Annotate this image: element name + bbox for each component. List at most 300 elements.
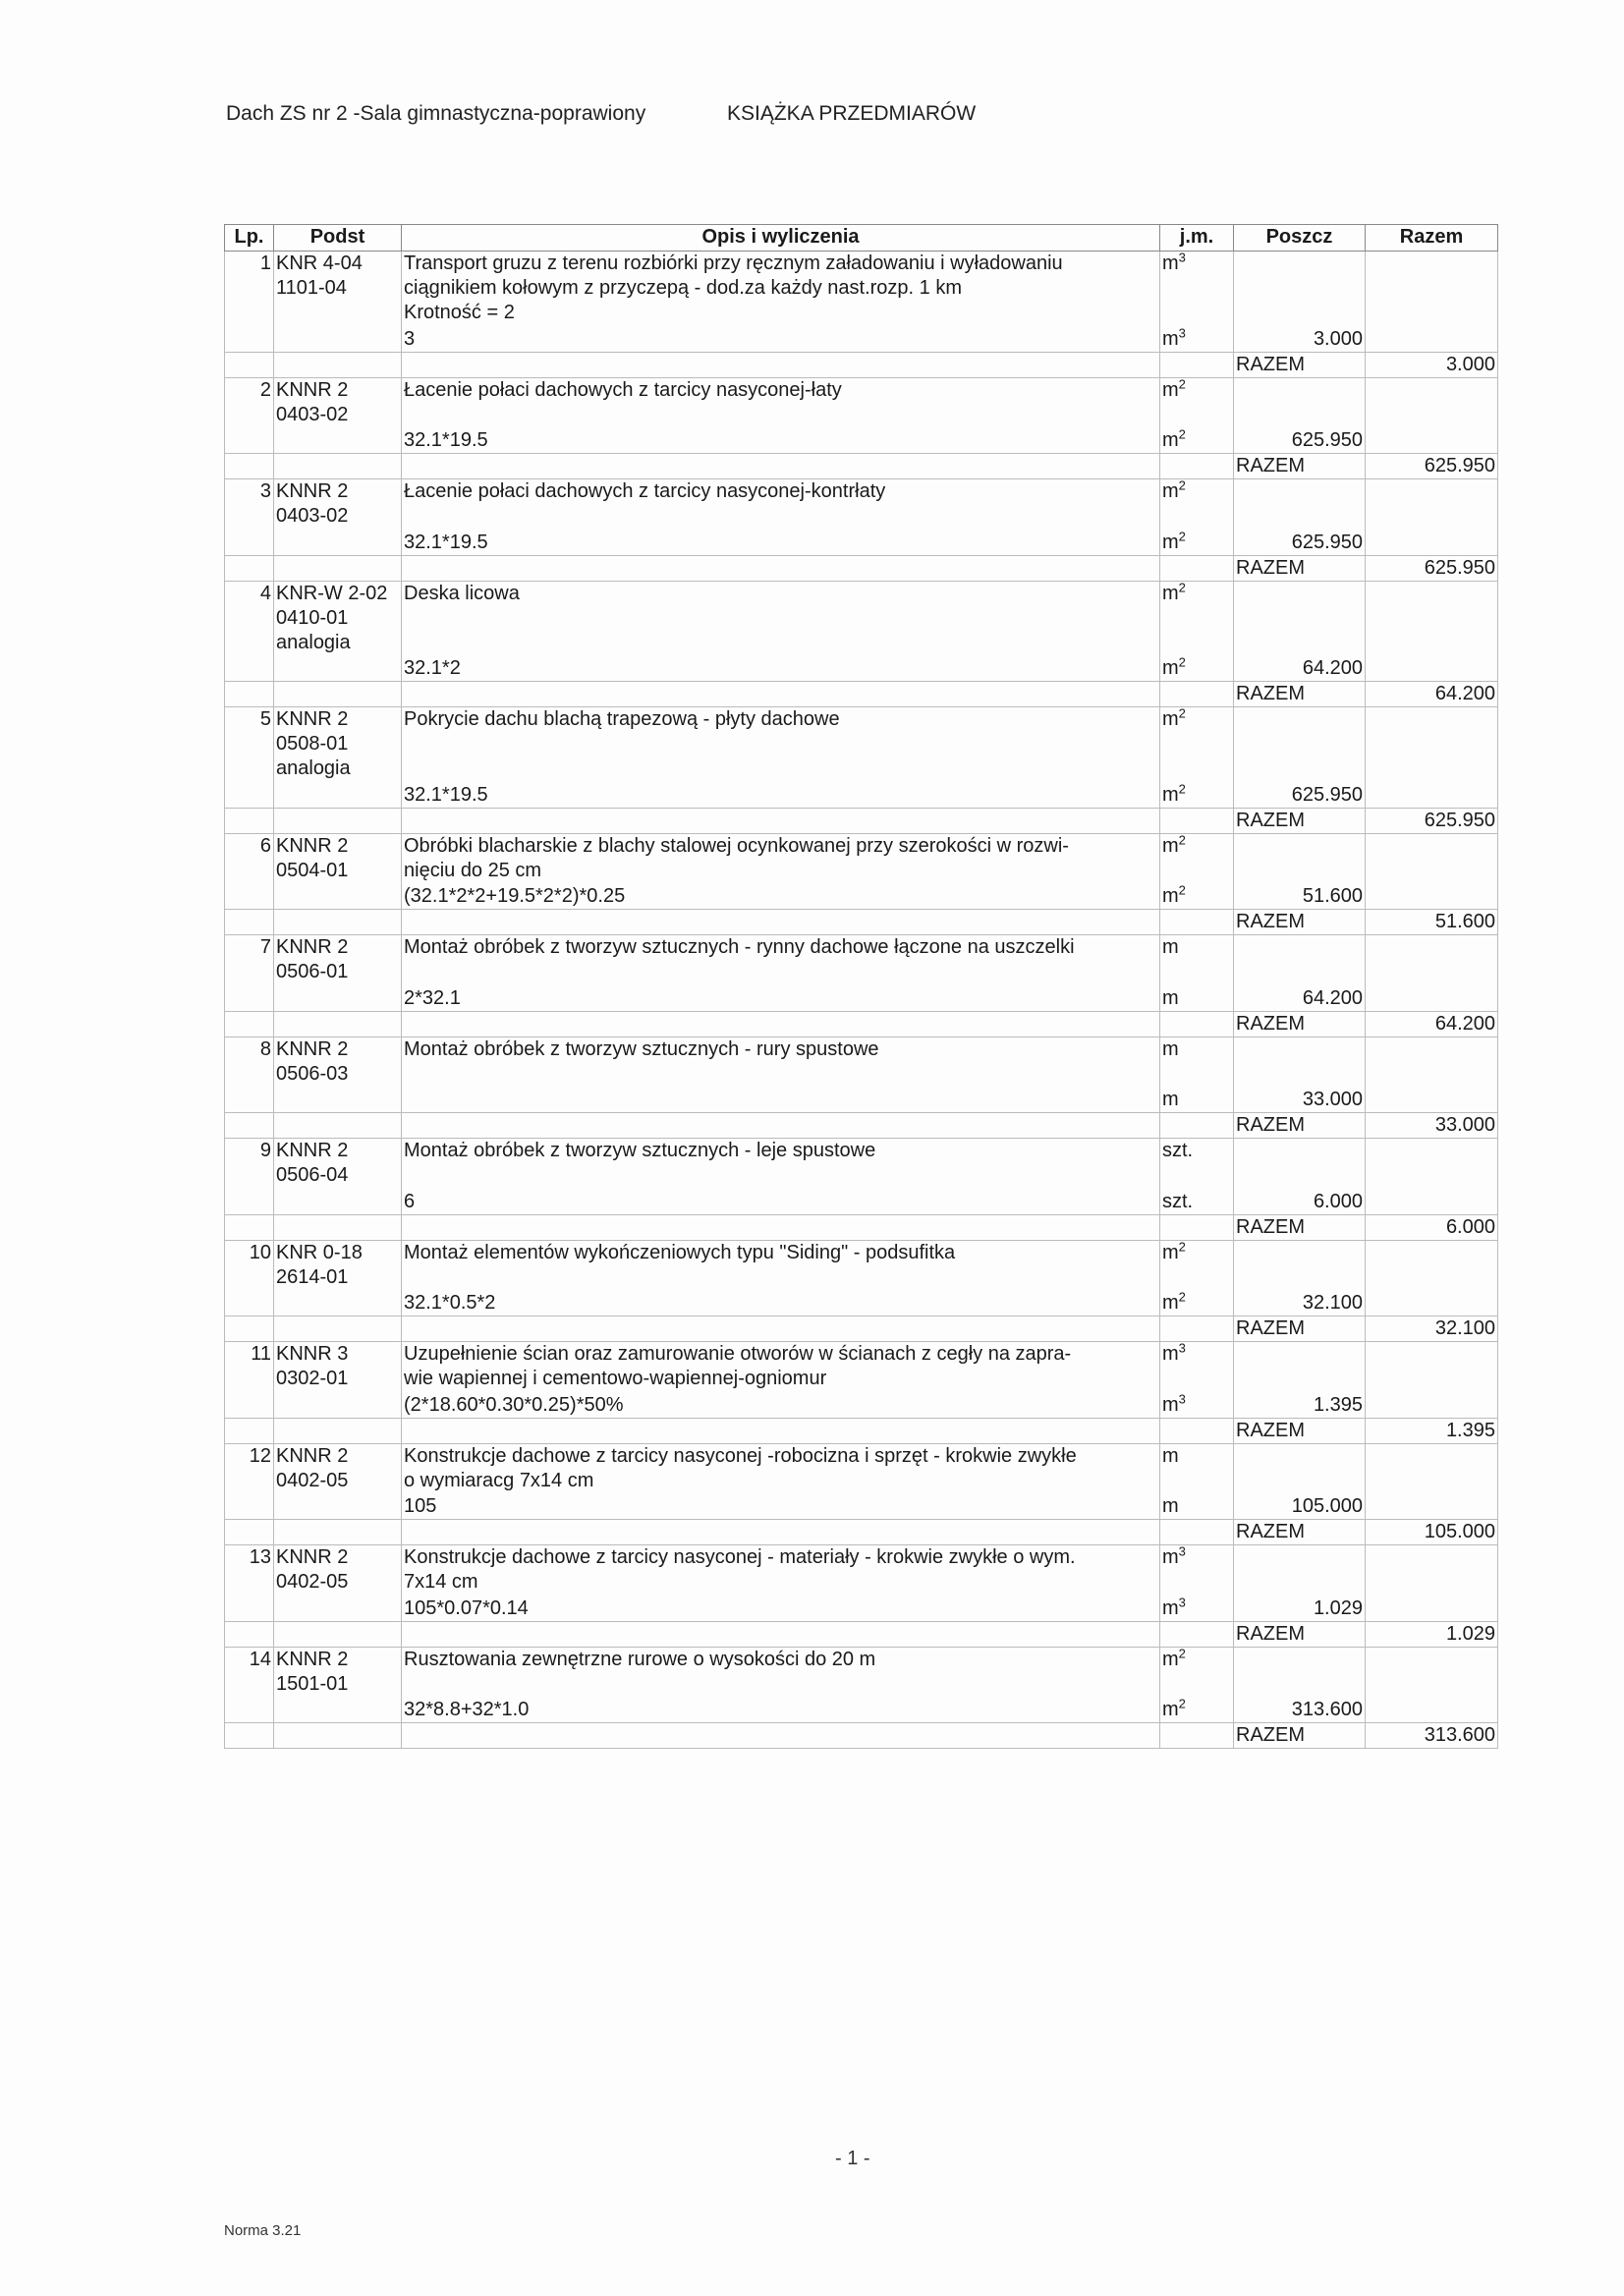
item-empty <box>274 808 402 833</box>
unit-exponent: 2 <box>1178 579 1186 594</box>
unit-base: m <box>1162 783 1179 806</box>
table-body <box>225 252 1498 1749</box>
calc-unit <box>1160 656 1234 682</box>
item-basis: KNNR 2 0506-03 <box>274 1036 402 1113</box>
item-description: Łacenie połaci dachowych z tarcicy nasyconej-łaty <box>402 377 1160 428</box>
unit-exponent: 2 <box>1178 528 1186 543</box>
measurement-table <box>224 224 1498 1749</box>
item-partial-value: 6.000 <box>1234 1190 1366 1215</box>
unit-exponent: 2 <box>1178 882 1186 898</box>
document-title: Dach ZS nr 2 -Sala gimnastyczna-poprawiony <box>226 102 646 125</box>
item-empty <box>1234 252 1366 327</box>
item-empty <box>225 352 274 377</box>
item-description: Montaż obróbek z tworzyw sztucznych - leje spustowe <box>402 1139 1160 1190</box>
item-number: 6 <box>225 833 274 910</box>
sum-label: RAZEM <box>1234 808 1366 833</box>
sum-label: RAZEM <box>1234 1214 1366 1240</box>
unit-exponent: 2 <box>1178 426 1186 442</box>
sum-row <box>225 682 1498 707</box>
item-empty <box>1366 1036 1498 1088</box>
item-calculation: 2*32.1 <box>402 986 1160 1012</box>
col-header-lp: Lp. <box>225 225 274 252</box>
item-empty <box>1234 1545 1366 1596</box>
item-partial-value: 105.000 <box>1234 1494 1366 1520</box>
item-total-value: 6.000 <box>1366 1214 1498 1240</box>
item-empty <box>1366 1443 1498 1494</box>
item-empty <box>274 1621 402 1647</box>
unit-base: m <box>1162 657 1179 679</box>
item-empty <box>225 910 274 935</box>
calc-unit <box>1160 1596 1234 1622</box>
item-empty <box>1234 833 1366 884</box>
unit-base: m <box>1162 582 1179 604</box>
book-title: KSIĄŻKA PRZEDMIARÓW <box>727 102 977 125</box>
calc-row <box>225 327 1498 353</box>
sum-row <box>225 1723 1498 1749</box>
sum-label: RAZEM <box>1234 1418 1366 1443</box>
item-empty <box>1234 479 1366 531</box>
item-number: 8 <box>225 1036 274 1113</box>
software-version: Norma 3.21 <box>224 2222 302 2239</box>
item-total-value: 51.600 <box>1366 910 1498 935</box>
item-description: Uzupełnienie ścian oraz zamurowanie otworów w ścianach z cegły na zapra- wie wapiennej i cementowo-wapiennej-ogniomur <box>402 1342 1160 1393</box>
unit-base: m <box>1162 1393 1179 1416</box>
calc-row <box>225 1291 1498 1316</box>
item-empty <box>402 682 1160 707</box>
calc-unit <box>1160 780 1234 809</box>
sum-label: RAZEM <box>1234 454 1366 479</box>
item-empty <box>1234 1240 1366 1291</box>
item-empty <box>225 1723 274 1749</box>
item-empty <box>1160 1723 1234 1749</box>
item-partial-value: 3.000 <box>1234 327 1366 353</box>
unit-exponent: 2 <box>1178 831 1186 847</box>
item-empty <box>402 1520 1160 1545</box>
calc-unit <box>1160 1088 1234 1113</box>
item-empty <box>225 1011 274 1036</box>
item-description: Rusztowania zewnętrzne rurowe o wysokości do 20 m <box>402 1647 1160 1698</box>
item-empty <box>402 1723 1160 1749</box>
item-total-value: 313.600 <box>1366 1723 1498 1749</box>
unit-base: m <box>1162 1037 1179 1060</box>
item-calculation: 32.1*19.5 <box>402 428 1160 454</box>
item-empty <box>274 910 402 935</box>
item-calculation: 32.1*2 <box>402 656 1160 682</box>
sum-label: RAZEM <box>1234 1316 1366 1342</box>
item-basis: KNNR 2 0508-01 analogia <box>274 707 402 809</box>
sum-row <box>225 1011 1498 1036</box>
item-calculation: 105 <box>402 1494 1160 1520</box>
item-empty <box>274 1011 402 1036</box>
page-number: - 1 - <box>835 2148 870 2169</box>
item-calculation: 6 <box>402 1190 1160 1215</box>
sum-label: RAZEM <box>1234 555 1366 581</box>
item-total-value: 3.000 <box>1366 352 1498 377</box>
item-empty <box>1366 327 1498 353</box>
item-empty <box>1366 479 1498 531</box>
unit-base: m <box>1162 986 1179 1009</box>
item-empty <box>225 1621 274 1647</box>
item-partial-value: 64.200 <box>1234 656 1366 682</box>
unit-base: m <box>1162 1596 1179 1619</box>
sum-row <box>225 910 1498 935</box>
item-description: Montaż obróbek z tworzyw sztucznych - rury spustowe <box>402 1036 1160 1088</box>
item-unit <box>1160 1342 1234 1393</box>
item-empty <box>1366 377 1498 428</box>
sum-row <box>225 808 1498 833</box>
item-row <box>225 252 1498 327</box>
item-number: 7 <box>225 935 274 1012</box>
calc-unit <box>1160 1698 1234 1723</box>
item-partial-value: 625.950 <box>1234 783 1366 809</box>
item-calculation: 105*0.07*0.14 <box>402 1596 1160 1622</box>
item-empty <box>1366 1088 1498 1113</box>
unit-base: m <box>1162 429 1179 451</box>
item-empty <box>225 1316 274 1342</box>
item-basis: KNNR 2 0504-01 <box>274 833 402 910</box>
item-total-value: 64.200 <box>1366 1011 1498 1036</box>
calc-row <box>225 1596 1498 1622</box>
item-empty <box>1366 1545 1498 1596</box>
item-empty <box>1234 707 1366 783</box>
item-number: 3 <box>225 479 274 556</box>
calc-row <box>225 986 1498 1012</box>
item-basis: KNR 4-04 1101-04 <box>274 252 402 353</box>
unit-base: m <box>1162 936 1179 958</box>
item-unit <box>1160 1139 1234 1190</box>
item-total-value: 1.029 <box>1366 1621 1498 1647</box>
item-empty <box>1366 1342 1498 1393</box>
unit-base: m <box>1162 834 1179 857</box>
item-empty <box>1366 1190 1498 1215</box>
unit-base: m <box>1162 1241 1179 1263</box>
item-empty <box>1366 1698 1498 1723</box>
item-calculation: (32.1*2*2+19.5*2*2)*0.25 <box>402 884 1160 910</box>
item-empty <box>1234 1342 1366 1393</box>
item-empty <box>1160 1011 1234 1036</box>
item-empty <box>274 1418 402 1443</box>
unit-exponent: 2 <box>1178 705 1186 721</box>
item-description: Deska licowa <box>402 581 1160 656</box>
item-empty <box>1160 352 1234 377</box>
calc-unit <box>1160 1494 1234 1520</box>
item-row <box>225 1647 1498 1698</box>
item-partial-value: 64.200 <box>1234 986 1366 1012</box>
item-empty <box>1366 1291 1498 1316</box>
item-unit <box>1160 707 1234 783</box>
unit-base: m <box>1162 1343 1179 1365</box>
item-partial-value: 1.395 <box>1234 1393 1366 1419</box>
item-empty <box>1160 910 1234 935</box>
calc-unit <box>1160 986 1234 1012</box>
item-basis: KNR-W 2-02 0410-01 analogia <box>274 581 402 682</box>
item-empty <box>274 352 402 377</box>
item-empty <box>402 1418 1160 1443</box>
item-empty <box>1234 581 1366 656</box>
item-empty <box>274 682 402 707</box>
item-row <box>225 377 1498 428</box>
unit-exponent: 3 <box>1178 324 1186 340</box>
unit-exponent: 3 <box>1178 1340 1186 1356</box>
item-number: 4 <box>225 581 274 682</box>
item-empty <box>402 1113 1160 1139</box>
item-empty <box>1366 833 1498 884</box>
sum-row <box>225 555 1498 581</box>
item-empty <box>402 555 1160 581</box>
item-empty <box>1366 884 1498 910</box>
calc-row <box>225 1190 1498 1215</box>
item-basis: KNNR 2 1501-01 <box>274 1647 402 1723</box>
item-description: Montaż elementów wykończeniowych typu "Siding" - podsufitka <box>402 1240 1160 1291</box>
item-empty <box>1366 707 1498 783</box>
calc-unit <box>1160 1190 1234 1215</box>
item-basis: KNNR 2 0402-05 <box>274 1545 402 1622</box>
unit-base: m <box>1162 480 1179 502</box>
item-empty <box>1160 555 1234 581</box>
item-empty <box>274 1723 402 1749</box>
unit-exponent: 2 <box>1178 654 1186 670</box>
item-empty <box>402 1621 1160 1647</box>
item-description: Montaż obróbek z tworzyw sztucznych - rynny dachowe łączone na uszczelki <box>402 935 1160 986</box>
item-empty <box>1366 428 1498 454</box>
calc-row <box>225 1698 1498 1723</box>
item-row <box>225 581 1498 656</box>
item-empty <box>1234 377 1366 428</box>
item-number: 12 <box>225 1443 274 1520</box>
item-partial-value: 51.600 <box>1234 884 1366 910</box>
item-empty <box>402 910 1160 935</box>
item-empty <box>1160 682 1234 707</box>
item-empty <box>1234 1139 1366 1190</box>
item-empty <box>402 1214 1160 1240</box>
item-description: Transport gruzu z terenu rozbiórki przy ręcznym załadowaniu i wyładowaniu ciągnikiem kołowym z przyczepą - dod.za każdy nast.rozp. 1 km Krotność = 2 <box>402 252 1160 327</box>
item-basis: KNNR 2 0506-01 <box>274 935 402 1012</box>
item-empty <box>1366 1393 1498 1419</box>
item-empty <box>1366 531 1498 556</box>
item-row <box>225 1240 1498 1291</box>
item-empty <box>1366 935 1498 986</box>
sum-row <box>225 352 1498 377</box>
unit-base: m <box>1162 1444 1179 1467</box>
unit-base: m <box>1162 327 1179 350</box>
item-empty <box>1366 1596 1498 1622</box>
item-empty <box>225 1214 274 1240</box>
item-empty <box>1160 1621 1234 1647</box>
item-row <box>225 1036 1498 1088</box>
table-header-row <box>225 225 1498 252</box>
item-empty <box>274 555 402 581</box>
item-total-value: 625.950 <box>1366 555 1498 581</box>
unit-exponent: 2 <box>1178 780 1186 796</box>
item-row <box>225 707 1498 783</box>
item-row <box>225 833 1498 884</box>
item-empty <box>1366 252 1498 327</box>
item-unit <box>1160 1443 1234 1494</box>
item-unit <box>1160 1647 1234 1698</box>
item-calculation: 32.1*19.5 <box>402 531 1160 556</box>
item-empty <box>274 1520 402 1545</box>
item-unit <box>1160 581 1234 656</box>
item-calculation <box>402 1088 1160 1113</box>
item-row <box>225 1342 1498 1393</box>
item-number: 1 <box>225 252 274 353</box>
sum-label: RAZEM <box>1234 910 1366 935</box>
calc-unit <box>1160 324 1234 353</box>
unit-base: m <box>1162 1292 1179 1314</box>
item-basis: KNNR 3 0302-01 <box>274 1342 402 1419</box>
sum-row <box>225 1418 1498 1443</box>
calc-row <box>225 783 1498 809</box>
item-partial-value: 32.100 <box>1234 1291 1366 1316</box>
item-empty <box>402 1011 1160 1036</box>
item-description: Obróbki blacharskie z blachy stalowej ocynkowanej przy szerokości w rozwi- nięciu do 25 cm <box>402 833 1160 884</box>
item-empty <box>1366 656 1498 682</box>
item-empty <box>225 1113 274 1139</box>
unit-exponent: 3 <box>1178 1390 1186 1406</box>
col-header-poszcz: Poszcz <box>1234 225 1366 252</box>
item-unit <box>1160 833 1234 884</box>
item-empty <box>402 454 1160 479</box>
item-number: 5 <box>225 707 274 809</box>
item-empty <box>1366 1240 1498 1291</box>
sum-row <box>225 1214 1498 1240</box>
item-basis: KNNR 2 0506-04 <box>274 1139 402 1215</box>
unit-base: m <box>1162 708 1179 730</box>
item-basis: KNR 0-18 2614-01 <box>274 1240 402 1316</box>
sum-label: RAZEM <box>1234 1723 1366 1749</box>
item-description: Pokrycie dachu blachą trapezową - płyty dachowe <box>402 707 1160 783</box>
item-empty <box>225 1520 274 1545</box>
item-unit <box>1160 1240 1234 1291</box>
unit-base: szt. <box>1162 1190 1194 1212</box>
item-row <box>225 1443 1498 1494</box>
item-empty <box>274 1113 402 1139</box>
item-empty <box>1160 1113 1234 1139</box>
sum-label: RAZEM <box>1234 1113 1366 1139</box>
sum-row <box>225 454 1498 479</box>
item-calculation: 32.1*19.5 <box>402 783 1160 809</box>
sum-row <box>225 1621 1498 1647</box>
sum-label: RAZEM <box>1234 682 1366 707</box>
item-number: 9 <box>225 1139 274 1215</box>
item-description: Konstrukcje dachowe z tarcicy nasyconej - materiały - krokwie zwykłe o wym. 7x14 cm <box>402 1545 1160 1596</box>
item-empty <box>225 454 274 479</box>
item-empty <box>1160 1214 1234 1240</box>
item-number: 14 <box>225 1647 274 1723</box>
calc-unit <box>1160 1291 1234 1316</box>
sum-label: RAZEM <box>1234 1621 1366 1647</box>
item-unit <box>1160 252 1234 327</box>
item-partial-value: 625.950 <box>1234 428 1366 454</box>
calc-unit <box>1160 428 1234 454</box>
item-unit <box>1160 377 1234 428</box>
unit-exponent: 3 <box>1178 250 1186 265</box>
item-empty <box>225 808 274 833</box>
unit-base: m <box>1162 885 1179 907</box>
item-empty <box>274 1316 402 1342</box>
item-empty <box>1160 808 1234 833</box>
item-partial-value: 33.000 <box>1234 1088 1366 1113</box>
item-number: 11 <box>225 1342 274 1419</box>
col-header-razem: Razem <box>1366 225 1498 252</box>
unit-exponent: 2 <box>1178 1645 1186 1660</box>
col-header-jm: j.m. <box>1160 225 1234 252</box>
item-row <box>225 1545 1498 1596</box>
item-basis: KNNR 2 0403-02 <box>274 479 402 556</box>
col-header-podst: Podst <box>274 225 402 252</box>
item-partial-value: 1.029 <box>1234 1596 1366 1622</box>
unit-exponent: 2 <box>1178 1696 1186 1711</box>
unit-base: m <box>1162 252 1179 274</box>
item-number: 13 <box>225 1545 274 1622</box>
unit-exponent: 2 <box>1178 375 1186 391</box>
item-total-value: 32.100 <box>1366 1316 1498 1342</box>
unit-exponent: 2 <box>1178 1289 1186 1305</box>
calc-unit <box>1160 1390 1234 1419</box>
calc-unit <box>1160 528 1234 556</box>
item-basis: KNNR 2 0402-05 <box>274 1443 402 1520</box>
sum-row <box>225 1113 1498 1139</box>
item-row <box>225 479 1498 531</box>
item-number: 10 <box>225 1240 274 1316</box>
item-calculation: (2*18.60*0.30*0.25)*50% <box>402 1393 1160 1419</box>
unit-base: m <box>1162 1699 1179 1720</box>
item-empty <box>1366 581 1498 656</box>
item-empty <box>274 454 402 479</box>
sum-label: RAZEM <box>1234 1520 1366 1545</box>
unit-exponent: 3 <box>1178 1594 1186 1609</box>
unit-base: m <box>1162 378 1179 401</box>
calc-row <box>225 1393 1498 1419</box>
item-total-value: 625.950 <box>1366 808 1498 833</box>
item-row <box>225 1139 1498 1190</box>
item-empty <box>1234 1647 1366 1698</box>
item-unit <box>1160 479 1234 531</box>
item-empty <box>1160 1418 1234 1443</box>
item-basis: KNNR 2 0403-02 <box>274 377 402 454</box>
item-empty <box>1160 1520 1234 1545</box>
item-calculation: 32*8.8+32*1.0 <box>402 1698 1160 1723</box>
calc-row <box>225 1494 1498 1520</box>
unit-base: m <box>1162 531 1179 553</box>
calc-row <box>225 884 1498 910</box>
col-header-opis: Opis i wyliczenia <box>402 225 1160 252</box>
item-unit <box>1160 1545 1234 1596</box>
item-empty <box>1366 986 1498 1012</box>
unit-base: m <box>1162 1495 1179 1517</box>
item-empty <box>225 555 274 581</box>
item-empty <box>1234 1036 1366 1088</box>
calc-row <box>225 531 1498 556</box>
item-number: 2 <box>225 377 274 454</box>
item-calculation: 32.1*0.5*2 <box>402 1291 1160 1316</box>
item-total-value: 64.200 <box>1366 682 1498 707</box>
sum-label: RAZEM <box>1234 352 1366 377</box>
item-empty <box>1160 1316 1234 1342</box>
item-description: Łacenie połaci dachowych z tarcicy nasyconej-kontrłaty <box>402 479 1160 531</box>
item-empty <box>402 808 1160 833</box>
item-empty <box>225 1418 274 1443</box>
item-empty <box>225 682 274 707</box>
item-empty <box>1234 1443 1366 1494</box>
item-total-value: 1.395 <box>1366 1418 1498 1443</box>
item-row <box>225 935 1498 986</box>
item-partial-value: 625.950 <box>1234 531 1366 556</box>
item-empty <box>1234 935 1366 986</box>
item-empty <box>274 1214 402 1240</box>
calc-unit <box>1160 884 1234 910</box>
unit-base: m <box>1162 1648 1179 1670</box>
